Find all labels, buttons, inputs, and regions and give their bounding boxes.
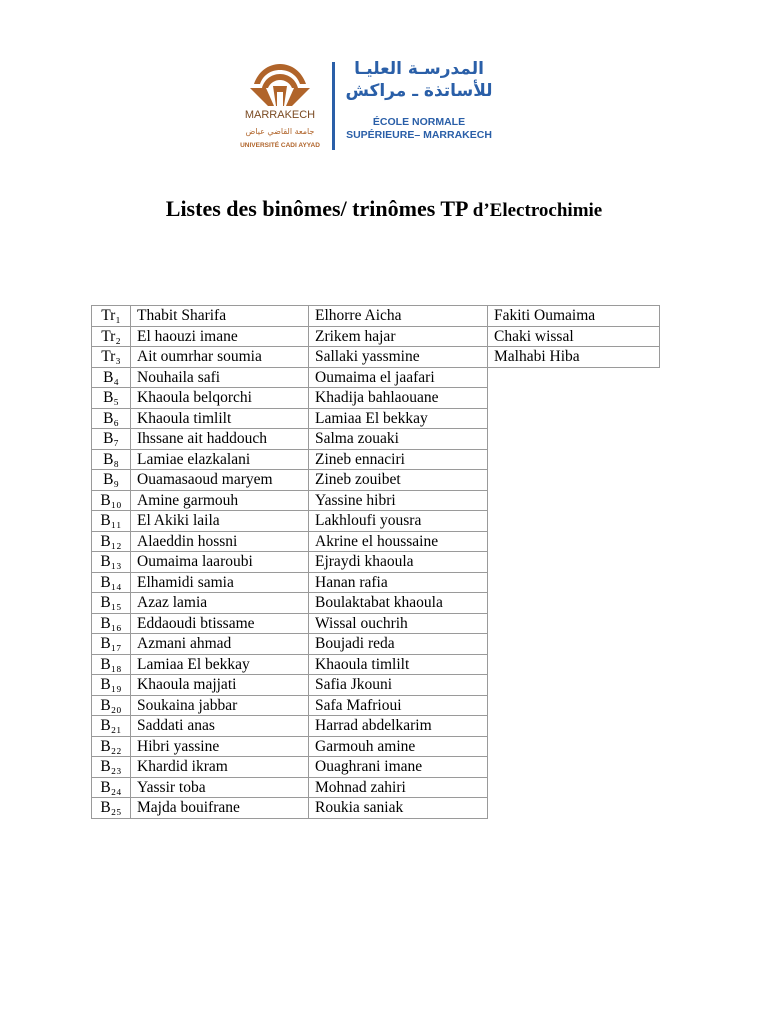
member-1: El haouzi imane: [131, 326, 309, 347]
member-1: El Akiki laila: [131, 511, 309, 532]
member-1: Majda bouifrane: [131, 798, 309, 819]
table-row: [92, 613, 660, 634]
university-fr: UNIVERSITÉ CADI AYYAD: [240, 142, 320, 149]
empty-cell: [488, 777, 660, 798]
member-1: Alaeddin hossni: [131, 531, 309, 552]
group-code: B₂₃: [92, 757, 131, 778]
empty-cell: [488, 736, 660, 757]
member-2: Sallaki yassmine: [309, 347, 488, 368]
empty-cell: [488, 675, 660, 696]
title-main: Listes des binômes/ trinômes TP: [165, 196, 468, 221]
group-code: B₁₄: [92, 572, 131, 593]
group-code: Tr₁: [92, 306, 131, 327]
empty-cell: [488, 470, 660, 491]
group-code: B₁₈: [92, 654, 131, 675]
group-code: B₆: [92, 408, 131, 429]
member-2: Ejraydi khaoula: [309, 552, 488, 573]
member-1: Ait oumrhar soumia: [131, 347, 309, 368]
table-row: [92, 470, 660, 491]
empty-cell: [488, 716, 660, 737]
member-2: Akrine el houssaine: [309, 531, 488, 552]
empty-cell: [488, 490, 660, 511]
table-row: [92, 306, 660, 327]
member-2: Safia Jkouni: [309, 675, 488, 696]
member-2: Elhorre Aicha: [309, 306, 488, 327]
table-row: [92, 777, 660, 798]
member-1: Khaoula majjati: [131, 675, 309, 696]
group-code: B₄: [92, 367, 131, 388]
member-1: Khaoula timlilt: [131, 408, 309, 429]
empty-cell: [488, 449, 660, 470]
member-1: Nouhaila safi: [131, 367, 309, 388]
member-1: Hibri yassine: [131, 736, 309, 757]
university-ar: جامعة القاضي عياض: [245, 127, 315, 136]
school-name-ar: [344, 58, 494, 102]
member-2: Lakhloufi yousra: [309, 511, 488, 532]
member-1: Oumaima laaroubi: [131, 552, 309, 573]
table-row: [92, 757, 660, 778]
group-code: B₉: [92, 470, 131, 491]
school-ar-line2: للأساتذة ـ مراكش: [345, 81, 493, 101]
member-2: Zineb zouibet: [309, 470, 488, 491]
group-code: B₇: [92, 429, 131, 450]
table-row: [92, 511, 660, 532]
member-1: Khaoula belqorchi: [131, 388, 309, 409]
school-fr-line2: SUPÉRIEURE– MARRAKECH: [346, 129, 492, 141]
empty-cell: [488, 531, 660, 552]
letterhead: [240, 58, 500, 158]
group-code: B₁₀: [92, 490, 131, 511]
table-row: [92, 326, 660, 347]
group-code: B₂₄: [92, 777, 131, 798]
member-1: Ihssane ait haddouch: [131, 429, 309, 450]
school-ar-line1: المدرسـة العليـا: [354, 59, 484, 79]
group-code: Tr₂: [92, 326, 131, 347]
member-2: Hanan rafia: [309, 572, 488, 593]
table-row: [92, 593, 660, 614]
table-row: [92, 716, 660, 737]
table-row: [92, 531, 660, 552]
member-1: Soukaina jabbar: [131, 695, 309, 716]
member-1: Thabit Sharifa: [131, 306, 309, 327]
group-code: Tr₃: [92, 347, 131, 368]
member-2: Lamiaa El bekkay: [309, 408, 488, 429]
table-row: [92, 449, 660, 470]
group-code: B₁₉: [92, 675, 131, 696]
empty-cell: [488, 634, 660, 655]
member-2: Boujadi reda: [309, 634, 488, 655]
empty-cell: [488, 367, 660, 388]
member-1: Yassir toba: [131, 777, 309, 798]
empty-cell: [488, 654, 660, 675]
university-logo: [240, 58, 320, 158]
table-row: [92, 736, 660, 757]
group-code: B₁₃: [92, 552, 131, 573]
member-2: Khaoula timlilt: [309, 654, 488, 675]
member-1: Azmani ahmad: [131, 634, 309, 655]
empty-cell: [488, 695, 660, 716]
empty-cell: [488, 552, 660, 573]
member-1: Lamiaa El bekkay: [131, 654, 309, 675]
member-2: Wissal ouchrih: [309, 613, 488, 634]
group-code: B₂₀: [92, 695, 131, 716]
group-code: B₁₂: [92, 531, 131, 552]
groups-table: [91, 305, 660, 819]
table-row: [92, 552, 660, 573]
table-row: [92, 429, 660, 450]
group-code: B₁₁: [92, 511, 131, 532]
member-2: Yassine hibri: [309, 490, 488, 511]
table-row: [92, 367, 660, 388]
table-row: [92, 388, 660, 409]
member-1: Ouamasaoud maryem: [131, 470, 309, 491]
group-code: B₁₇: [92, 634, 131, 655]
table-row: [92, 572, 660, 593]
member-3: Fakiti Oumaima: [488, 306, 660, 327]
member-3: Malhabi Hiba: [488, 347, 660, 368]
empty-cell: [488, 593, 660, 614]
member-3: Chaki wissal: [488, 326, 660, 347]
group-code: B₈: [92, 449, 131, 470]
member-1: Eddaoudi btissame: [131, 613, 309, 634]
member-1: Lamiae elazkalani: [131, 449, 309, 470]
member-2: Garmouh amine: [309, 736, 488, 757]
school-fr-line1: ÉCOLE NORMALE: [372, 116, 466, 128]
member-2: Boulaktabat khaoula: [309, 593, 488, 614]
group-code: B₂₁: [92, 716, 131, 737]
empty-cell: [488, 408, 660, 429]
member-2: Harrad abdelkarim: [309, 716, 488, 737]
empty-cell: [488, 429, 660, 450]
member-2: Mohnad zahiri: [309, 777, 488, 798]
member-2: Khadija bahlaouane: [309, 388, 488, 409]
empty-cell: [488, 798, 660, 819]
title-suffix: d’Electrochimie: [472, 200, 603, 221]
member-1: Azaz lamia: [131, 593, 309, 614]
table-row: [92, 408, 660, 429]
group-code: B₂₂: [92, 736, 131, 757]
group-code: B₁₅: [92, 593, 131, 614]
empty-cell: [488, 388, 660, 409]
table-row: [92, 634, 660, 655]
table-row: [92, 798, 660, 819]
member-2: Zrikem hajar: [309, 326, 488, 347]
member-2: Zineb ennaciri: [309, 449, 488, 470]
member-1: Saddati anas: [131, 716, 309, 737]
header-divider: [332, 62, 335, 150]
page-title: [0, 196, 768, 222]
member-2: Salma zouaki: [309, 429, 488, 450]
table-row: [92, 347, 660, 368]
groups-table-body: [92, 306, 660, 819]
group-code: B₅: [92, 388, 131, 409]
school-name-fr: [344, 116, 494, 142]
logo-text: MARRAKECH: [244, 109, 316, 121]
table-row: [92, 695, 660, 716]
member-2: Oumaima el jaafari: [309, 367, 488, 388]
member-2: Ouaghrani imane: [309, 757, 488, 778]
member-1: Amine garmouh: [131, 490, 309, 511]
member-1: Elhamidi samia: [131, 572, 309, 593]
empty-cell: [488, 757, 660, 778]
empty-cell: [488, 511, 660, 532]
table-row: [92, 654, 660, 675]
member-2: Roukia saniak: [309, 798, 488, 819]
group-code: B₁₆: [92, 613, 131, 634]
table-row: [92, 675, 660, 696]
empty-cell: [488, 613, 660, 634]
member-2: Safa Mafrioui: [309, 695, 488, 716]
empty-cell: [488, 572, 660, 593]
member-1: Khardid ikram: [131, 757, 309, 778]
table-row: [92, 490, 660, 511]
group-code: B₂₅: [92, 798, 131, 819]
